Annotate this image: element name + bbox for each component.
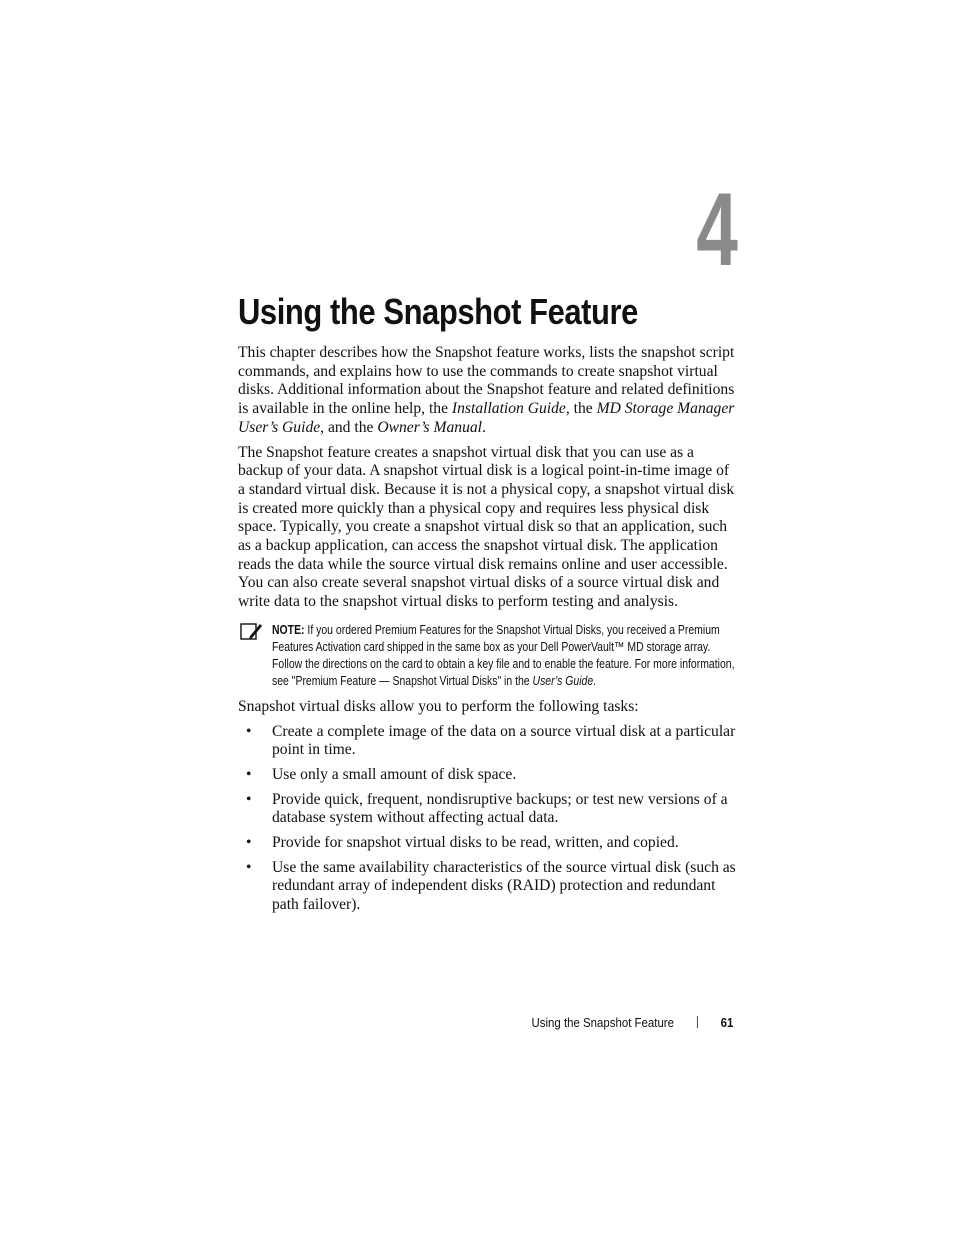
chapter-body (238, 344, 738, 921)
chapter-title: Using the Snapshot Feature (238, 291, 638, 332)
list-item: • Use only a small amount of disk space. (246, 765, 517, 783)
note-box (238, 622, 738, 690)
bullet: • (246, 722, 252, 740)
list-item: • Use the same availability characteristics of the source virtual disk (such as redundant array of independent disks (RAID) protection and redundant path failover). (246, 858, 736, 914)
bullet: • (246, 834, 252, 852)
users-guide-ref: MD Storage Manager User’s Guide (238, 400, 735, 436)
owners-manual-ref: Owner’s Manual (377, 418, 483, 436)
page-footer (531, 1014, 733, 1032)
intro-paragraph-2: The Snapshot feature creates a snapshot virtual disk that you can use as a backup of your data. A snapshot virtual disk is a logical point-in-time image of a standard virtual disk. Because it is not a physical copy, a snapshot virtual disk is created more quickly than a physical copy and requires less physical disk space. Typically, you create a snapshot virtual disk so that an application, such as a backup application, can access the snapshot virtual disk. The application reads the data while the source virtual disk remains online and user accessible. You can also create several snapshot virtual disks of a source virtual disk and write data to the snapshot virtual disks to perform testing and analysis. (238, 443, 735, 611)
bullet: • (246, 790, 252, 808)
installation-guide-ref: Installation Guide (451, 400, 566, 418)
note-label: NOTE: (272, 622, 305, 637)
page-number: 61 (720, 1015, 733, 1030)
note-text: NOTE: If you ordered Premium Features for the Snapshot Virtual Disks, you received a Premium Features Activation card shipped in the same box as your Dell PowerVault™ MD storage array. Follow the directions on the card to obtain a key file and to enable the feature. For more information, see "Premium Feature — Snapshot Virtual Disks" in the User’s Guide. (272, 622, 735, 688)
footer-divider (697, 1016, 698, 1028)
footer-section-title: Using the Snapshot Feature (531, 1015, 674, 1030)
intro-paragraph-1: This chapter describes how the Snapshot feature works, lists the snapshot script commands, and explains how to use the commands to create snapshot virtual disks. Additional information about the Snapshot feature and related definitions is available in the online help, the Installation Guide, the MD Storage Manager User’s Guide, and the Owner’s Manual. (238, 344, 735, 436)
list-item: • Provide for snapshot virtual disks to be read, written, and copied. (246, 834, 679, 852)
bullet: • (246, 765, 252, 783)
chapter-number: 4 (696, 172, 738, 288)
list-item: • Provide quick, frequent, nondisruptive backups; or test new versions of a database system without affecting actual data. (246, 790, 728, 827)
bullet: • (246, 858, 252, 876)
tasks-lead: Snapshot virtual disks allow you to perform the following tasks: (238, 697, 639, 715)
tasks-list (238, 723, 738, 915)
pencil-note-icon (240, 622, 262, 642)
list-item: • Create a complete image of the data on a source virtual disk at a particular point in time. (246, 722, 736, 759)
note-users-guide-ref: User’s Guide (532, 673, 594, 688)
